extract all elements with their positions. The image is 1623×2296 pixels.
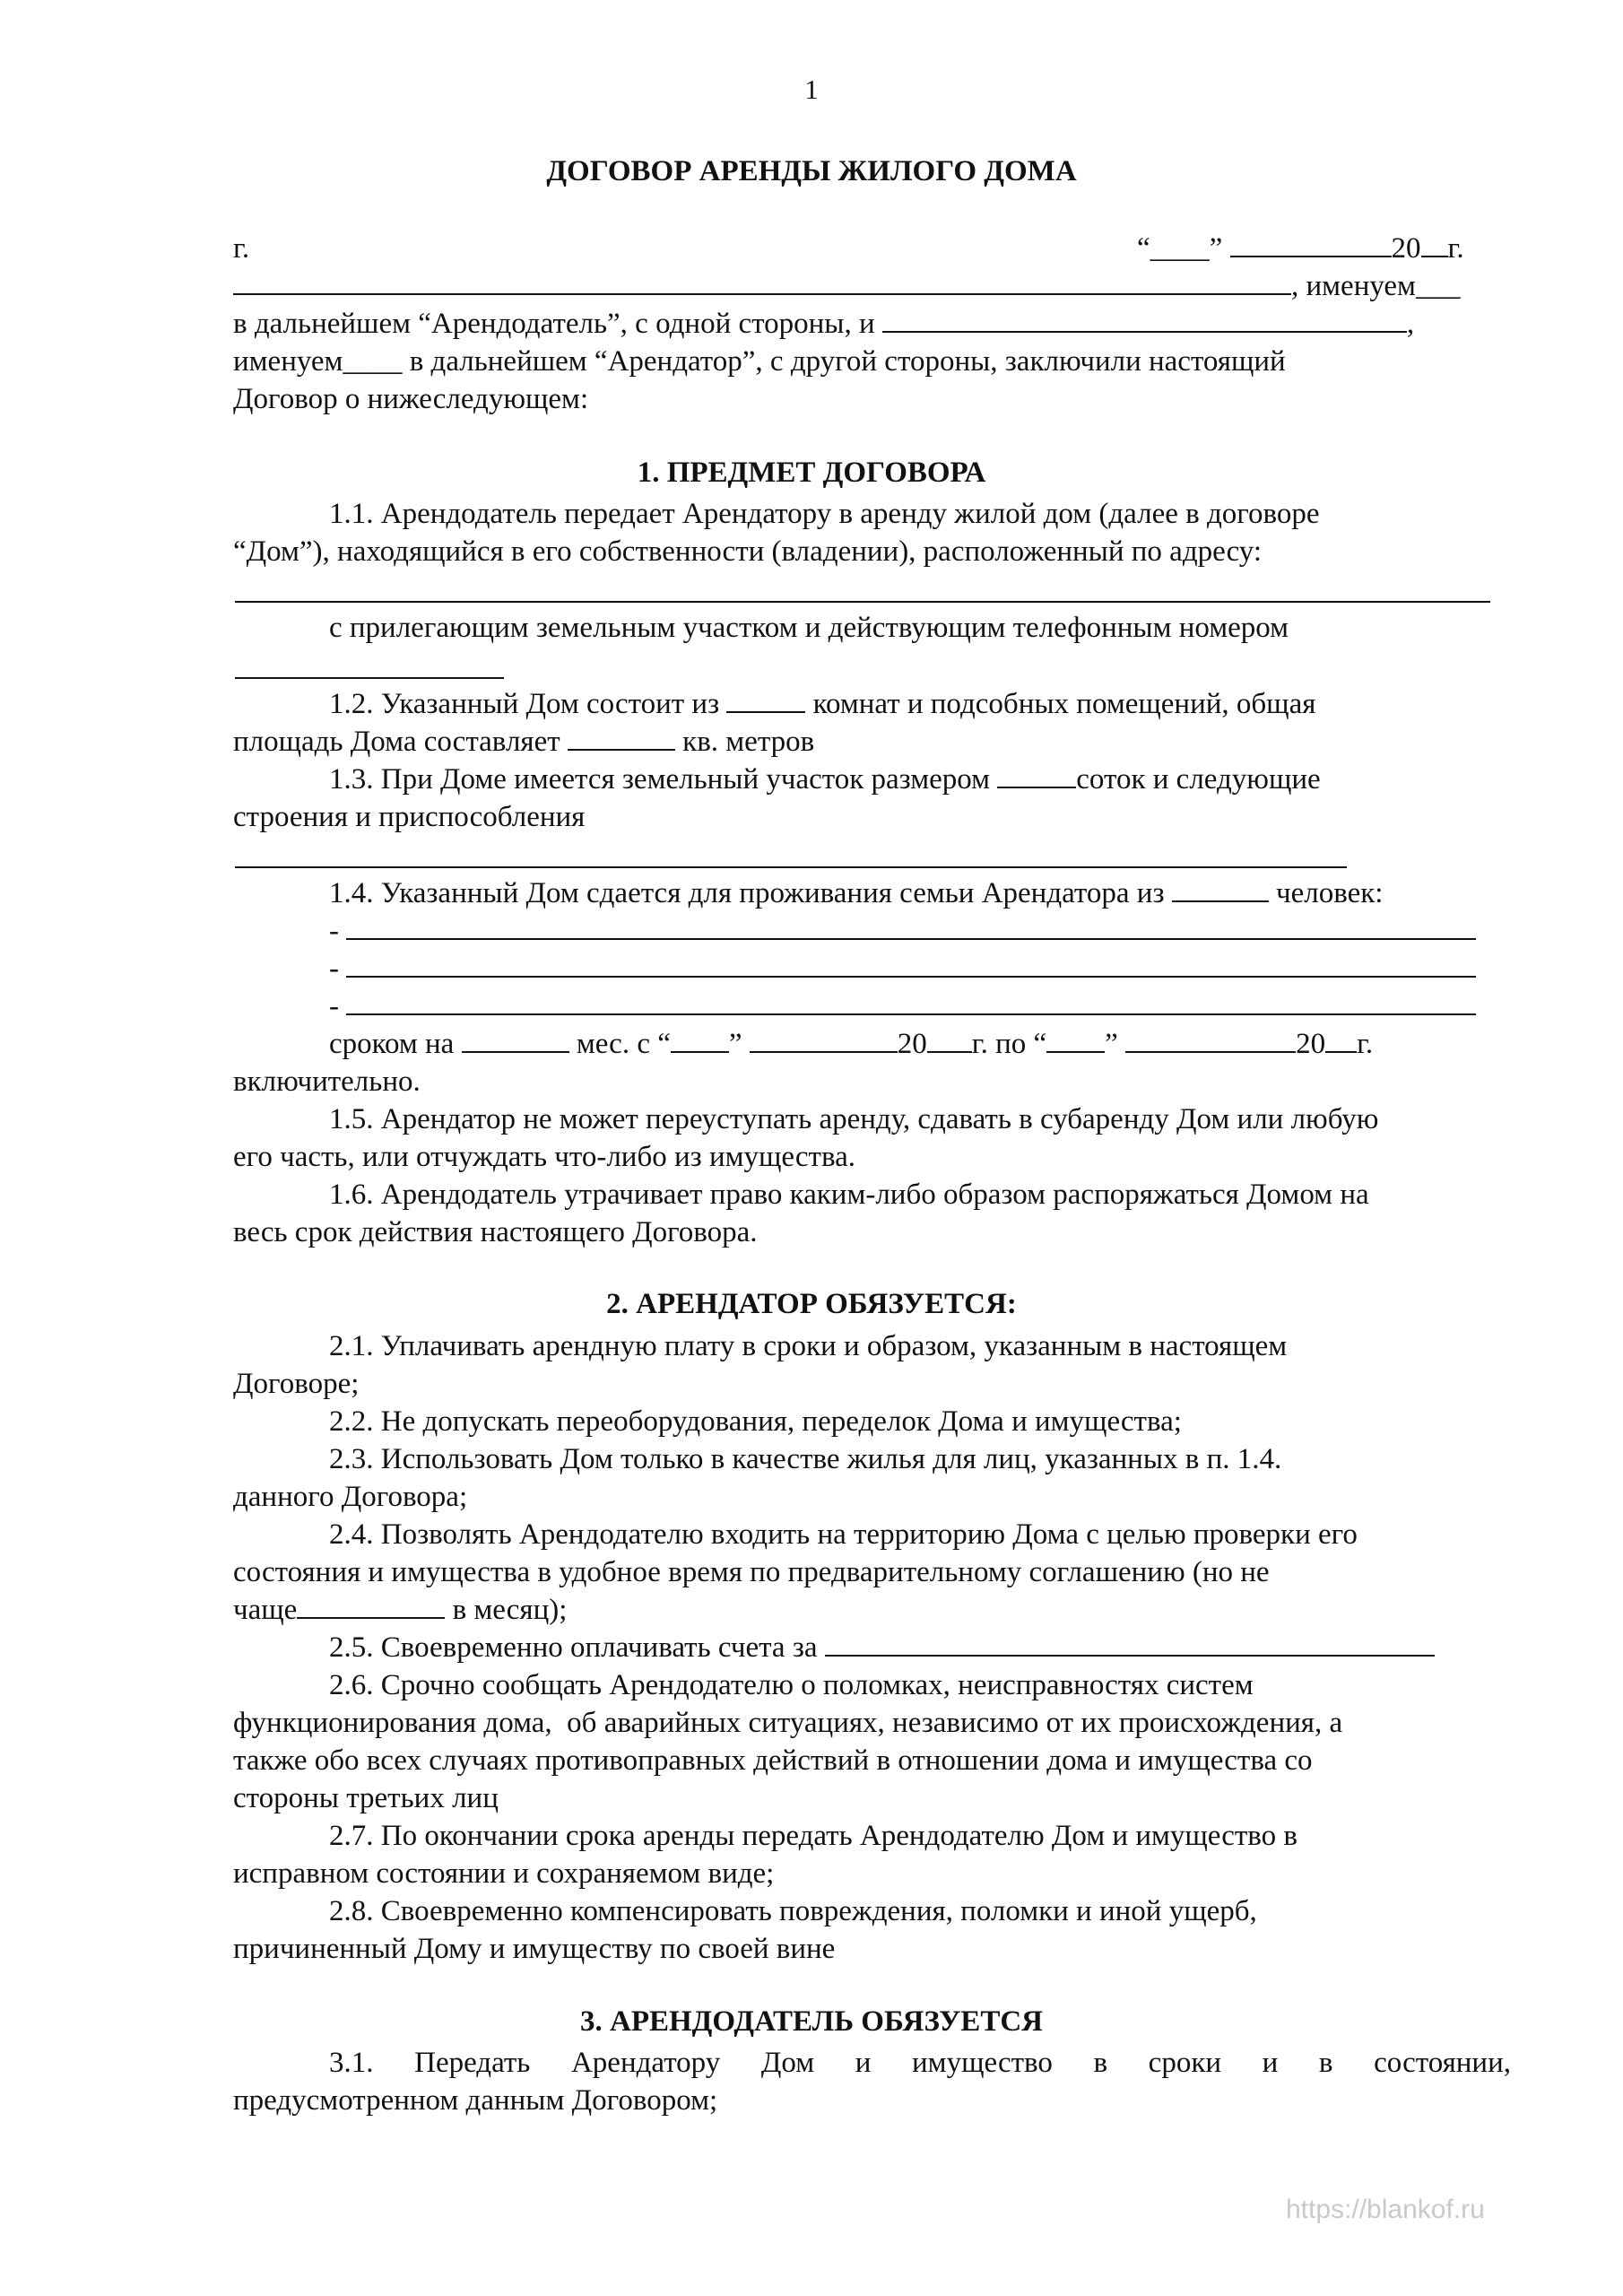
clause-2-1-line2: Договоре; — [233, 1368, 360, 1400]
area-text: площадь Дома составляет — [233, 726, 560, 758]
clause-1-6-line1: 1.6. Арендодатель утрачивает право каким-либо образом распоряжаться Домом на — [329, 1178, 1369, 1211]
clause-1-6-line2: весь срок действия настоящего Договора. — [233, 1216, 758, 1248]
section-3-title: 3. АРЕНДОДАТЕЛЬ ОБЯЗУЕТСЯ — [580, 2005, 1043, 2038]
line2-comma: , — [1406, 308, 1415, 340]
watermark-link[interactable]: https://blankof.ru — [1286, 2195, 1485, 2224]
frequency-unit: в месяц); — [445, 1594, 568, 1626]
area-blank — [568, 724, 675, 751]
date-open: “____” — [1137, 232, 1223, 265]
header-line3: именуем____ в дальнейшем “Арендатор”, с другой стороны, заключили настоящий — [233, 345, 1286, 378]
lease-term-end: включительно. — [233, 1065, 421, 1098]
header-date — [1137, 230, 1532, 267]
clause-2-7-line2: исправном состоянии и сохраняемом виде; — [233, 1857, 775, 1890]
clause-1-2-line2 — [233, 723, 1511, 761]
clause-2-8-line2: причиненный Дому и имуществу по своей вине — [233, 1933, 836, 1965]
plot-blank — [997, 761, 1076, 788]
dash: - — [329, 952, 339, 985]
to-year-blank — [1325, 1026, 1357, 1053]
clause-3-1-line2: предусмотренном данным Договором; — [233, 2084, 718, 2117]
term-from: мес. с “ — [576, 1028, 671, 1060]
clause-2-6-line1: 2.6. Срочно сообщать Арендодателю о поломках, неисправностях систем — [329, 1669, 1254, 1701]
clause-2-4-line1: 2.4. Позволять Арендодателю входить на территорию Дома с целью проверки его — [329, 1518, 1358, 1551]
family-member-line — [329, 912, 1511, 950]
page-number: 1 — [804, 74, 819, 105]
clause-1-3-line1 — [329, 761, 1511, 798]
phone-blank — [235, 677, 504, 679]
frequency-text: чаще — [233, 1594, 298, 1626]
header-party1-line — [233, 267, 1511, 305]
clause-1-5-line1: 1.5. Арендатор не может переуступать аренду, сдавать в субаренду Дом или любую — [329, 1103, 1379, 1135]
clause-1-2-text-b: комнат и подсобных помещений, общая — [812, 688, 1316, 720]
clause-1-2-line1 — [329, 685, 1511, 723]
frequency-blank — [297, 1592, 445, 1619]
from-month-blank — [750, 1026, 898, 1053]
clause-2-1-line1: 2.1. Уплачивать арендную плату в сроки и образом, указанным в настоящем — [329, 1330, 1288, 1362]
clause-1-4-text-a: 1.4. Указанный Дом сдается для проживания семьи Арендатора из — [329, 877, 1165, 909]
header-line4: Договор о нижеследующем: — [233, 383, 589, 415]
party1-blank — [233, 268, 1291, 295]
to-day-blank — [1046, 1026, 1105, 1053]
header-line2 — [233, 305, 1511, 343]
dash: - — [329, 990, 339, 1022]
clause-2-6-line3: также обо всех случаях противоправных действий в отношении дома и имущества со — [233, 1744, 1313, 1777]
family-member-blank — [346, 913, 1476, 940]
to-year-suffix: г. — [1357, 1028, 1374, 1060]
term-text: сроком на — [329, 1028, 455, 1060]
months-blank — [462, 1026, 569, 1053]
year-suffix: г. — [1447, 232, 1464, 265]
header-city: г. — [233, 232, 250, 265]
clause-3-1-line1: 3.1. Передать Арендатору Дом и имущество в сроки и в состоянии, — [329, 2047, 1511, 2079]
to-year-prefix: 20 — [1296, 1028, 1326, 1060]
buildings-blank — [235, 866, 1347, 868]
lessor-text: в дальнейшем “Арендодатель”, с одной стороны, и — [233, 308, 875, 340]
clause-2-6-line4: стороны третьих лиц — [233, 1782, 499, 1814]
term-to: г. по “ — [971, 1028, 1047, 1060]
persons-blank — [1172, 875, 1269, 902]
clause-1-3-line2: строения и приспособления — [233, 801, 586, 833]
clause-2-8-line1: 2.8. Своевременно компенсировать повреждения, поломки и иной ущерб, — [329, 1895, 1257, 1927]
clause-2-4-line3 — [233, 1591, 1511, 1629]
term-quote: ” — [1105, 1028, 1118, 1060]
dash: - — [329, 915, 339, 947]
lease-term-line — [329, 1025, 1511, 1063]
clause-2-5 — [329, 1629, 1511, 1666]
clause-1-1-line2: “Дом”), находящийся в его собственности (владении), расположенный по адресу: — [233, 535, 1263, 568]
document-title: ДОГОВОР АРЕНДЫ ЖИЛОГО ДОМА — [546, 155, 1077, 187]
year-blank — [1421, 230, 1448, 257]
clause-1-3-text-a: 1.3. При Доме имеется земельный участок размером — [329, 763, 991, 796]
clause-2-6-line2: функционирования дома, об аварийных ситуациях, независимо от их происхождения, а — [233, 1707, 1343, 1739]
family-member-blank — [346, 988, 1476, 1015]
section-1-title: 1. ПРЕДМЕТ ДОГОВОРА — [637, 457, 986, 489]
clause-2-2: 2.2. Не допускать переоборудования, переделок Дома и имущества; — [329, 1405, 1182, 1438]
clause-1-4-line1 — [329, 874, 1511, 912]
clause-2-3-line1: 2.3. Использовать Дом только в качестве жилья для лиц, указанных в п. 1.4. — [329, 1443, 1282, 1475]
clause-1-2-text-a: 1.2. Указанный Дом состоит из — [329, 688, 720, 720]
bills-blank — [825, 1630, 1435, 1657]
clause-1-1-line1: 1.1. Арендодатель передает Арендатору в аренду жилой дом (далее в договоре — [329, 498, 1320, 530]
area-unit: кв. метров — [682, 726, 815, 758]
from-year-blank — [927, 1026, 972, 1053]
party2-blank — [882, 306, 1407, 333]
clause-1-1-line3: с прилегающим земельным участком и действующим телефонным номером — [329, 612, 1289, 644]
clause-1-5-line2: его часть, или отчуждать что-либо из имущества. — [233, 1141, 855, 1173]
clause-1-4-text-b: человек: — [1276, 877, 1384, 909]
address-blank — [235, 601, 1490, 603]
clause-1-3-text-b: соток и следующие — [1076, 763, 1321, 796]
family-member-line — [329, 987, 1511, 1025]
clause-2-3-line2: данного Договора; — [233, 1481, 468, 1513]
family-member-line — [329, 950, 1511, 987]
section-2-title: 2. АРЕНДАТОР ОБЯЗУЕТСЯ: — [606, 1288, 1017, 1320]
to-month-blank — [1125, 1026, 1296, 1053]
family-member-blank — [346, 951, 1476, 978]
clause-2-4-line2: состояния и имущества в удобное время по предварительному соглашению (но не — [233, 1556, 1270, 1588]
named-text: , именуем___ — [1291, 270, 1461, 302]
from-day-blank — [671, 1026, 729, 1053]
year-prefix: 20 — [1391, 232, 1421, 265]
clause-2-7-line1: 2.7. По окончании срока аренды передать Арендодателю Дом и имущество в — [329, 1820, 1298, 1852]
month-blank — [1230, 230, 1392, 257]
rooms-blank — [726, 686, 805, 713]
term-quote: ” — [728, 1028, 742, 1060]
bills-text: 2.5. Своевременно оплачивать счета за — [329, 1631, 818, 1664]
from-year-prefix: 20 — [897, 1028, 927, 1060]
